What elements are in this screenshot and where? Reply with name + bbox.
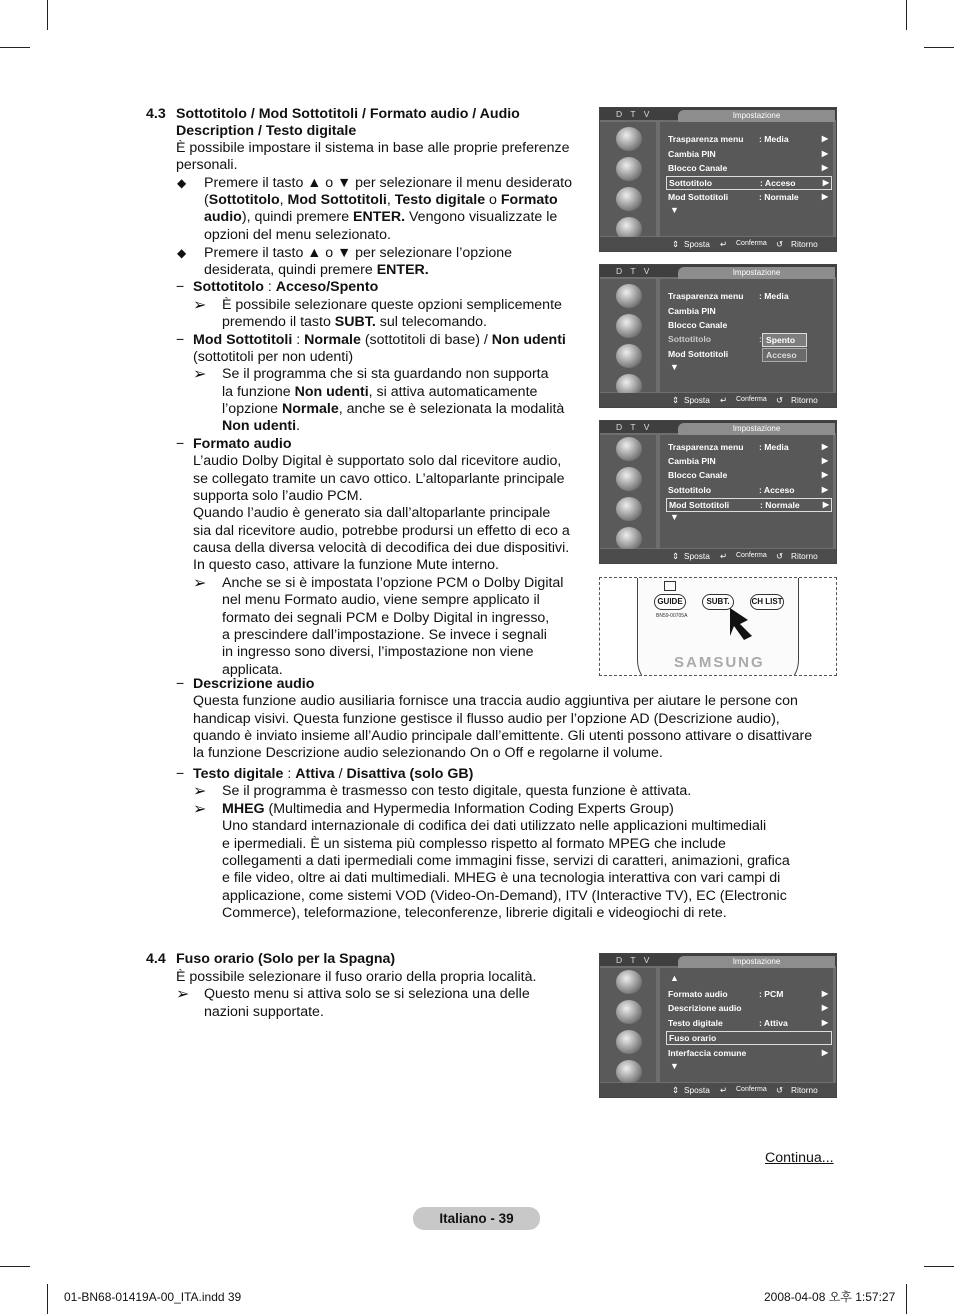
note-icon: ➢ [193,297,207,314]
setup-icon[interactable] [616,1060,642,1084]
enter-icon: ↵ [720,239,727,249]
note-text: È possibile selezionare queste opzioni semplicemente [222,297,562,313]
osd-row[interactable]: Sottotitolo : Acceso ▶ [668,485,828,495]
page-number-badge: Italiano - 39 [413,1207,540,1230]
item-heading: Mod Sottotitoli : Normale (sottotitoli di base) / Non udenti [193,332,566,348]
note-text: e ipermediali. È un sistema più complesso rispetto al formato MPEG che include [222,836,726,852]
crop-mark [924,47,954,48]
intro-text: È possibile impostare il sistema in base alle proprie preferenze [176,140,570,156]
osd-row[interactable]: Cambia PIN ▶ [668,456,828,466]
item-text: quando è inviato insieme all’Audio principale dall’emittente. Gli utenti possono attivare o disattivare [193,728,813,744]
osd-row[interactable]: Testo digitale : Attiva ▶ [668,1018,828,1028]
crop-mark [0,47,30,48]
osd-row[interactable]: Interfaccia comune ▶ [668,1048,828,1058]
dash-icon: − [176,766,185,782]
sound-icon[interactable] [616,1000,642,1024]
guide-button[interactable]: GUIDE [654,594,686,610]
item-text: L’audio Dolby Digital è supportato solo dal ricevitore audio, [193,453,562,469]
osd-row[interactable]: Blocco Canale ▶ [668,163,828,173]
note-text: nel menu Formato audio, viene sempre applicato il [222,592,540,608]
item-heading: Sottotitolo : Acceso/Spento [193,279,379,295]
note-text: la funzione Non udenti, si attiva automaticamente [222,384,538,400]
return-icon: ↺ [776,395,783,405]
note-text: Anche se si è impostata l’opzione PCM o Dolby Digital [222,575,564,591]
picture-icon[interactable] [616,970,642,994]
move-icon: ⇕ [672,395,679,405]
note-text: in ingresso sono diversi, l’impostazione non viene [222,644,534,660]
file-info: 01-BN68-01419A-00_ITA.indd 39 [64,1290,242,1304]
bullet-text: Premere il tasto ▲ o ▼ per selezionare l’opzione [204,245,513,261]
bullet-text: (Sottotitolo, Mod Sottotitoli, Testo digitale o Formato [204,192,558,208]
osd-title: Impostazione [678,423,835,435]
osd-row[interactable]: Descrizione audio ▶ [668,1003,828,1013]
bullet-text: audio), quindi premere ENTER. Vengono visualizzate le [204,209,558,225]
sound-icon[interactable] [616,157,642,181]
down-arrow-icon: ▼ [670,205,679,215]
sound-icon[interactable] [616,314,642,338]
down-arrow-icon: ▼ [670,1061,679,1071]
down-arrow-icon: ▼ [670,362,679,372]
osd-footer: ⇕ Sposta ↵ Conferma ↺ Ritorno [600,393,836,407]
section-heading: Fuso orario (Solo per la Spagna) [176,951,396,967]
setup-icon[interactable] [616,527,642,551]
note-text: Se il programma è trasmesso con testo digitale, questa funzione è attivata. [222,783,692,799]
note-text: a prescindere dall’impostazione. Se invece i segnali [222,627,547,643]
item-text: se collegato tramite un cavo ottico. L’altoparlante principale [193,471,565,487]
osd-dtv-label: D T V [616,109,653,119]
enter-icon: ↵ [720,551,727,561]
crop-mark [906,0,907,30]
osd-menu-subtitle-mode [599,420,837,564]
osd-row[interactable]: Trasparenza menu : Media [668,291,789,301]
osd-row-selected[interactable]: Mod Sottotitoli : Normale ▶ [666,498,832,512]
section-number: 4.4 [146,951,166,967]
note-icon: ➢ [193,575,207,592]
osd-row[interactable]: Blocco Canale ▶ [668,470,828,480]
picture-icon[interactable] [616,437,642,461]
return-icon: ↺ [776,1085,783,1095]
print-date: 2008-04-08 오후 1:57:27 [764,1290,896,1304]
osd-row[interactable]: Mod Sottotitoli : Normale ▶ [668,192,828,202]
note-text: applicata. [222,662,283,678]
section-heading: Sottotitolo / Mod Sottotitoli / Formato audio / Audio [176,106,520,122]
osd-title: Impostazione [678,956,835,968]
osd-footer: ⇕ Sposta ↵ Conferma ↺ Ritorno [600,1083,836,1097]
note-text: l’opzione Normale, anche se è selezionata la modalità [222,401,565,417]
item-text: Quando l’audio è generato sia dall’altoparlante principale [193,505,551,521]
bullet-text: desiderata, quindi premere ENTER. [204,262,429,278]
osd-footer: ⇕ Sposta ↵ Conferma ↺ Ritorno [600,549,836,563]
note-icon: ➢ [193,801,207,818]
intro-text: È possibile selezionare il fuso orario della propria località. [176,969,537,985]
osd-menu-timezone [599,953,837,1098]
osd-menu-subtitle-popup [599,264,837,408]
return-icon: ↺ [776,551,783,561]
remote-code: BN59-00705A [656,613,688,619]
item-heading: Formato audio [193,436,292,452]
channel-icon[interactable] [616,1030,642,1054]
osd-row[interactable]: Mod Sottotitoli [668,349,729,359]
bullet-icon: ◆ [177,246,187,260]
continue-link[interactable]: Continua... [765,1150,834,1166]
intro-text: personali. [176,157,238,173]
osd-row[interactable]: Cambia PIN [668,306,716,316]
crop-mark [47,1284,48,1314]
bullet-text: opzioni del menu selezionato. [204,227,391,243]
enter-icon: ↵ [720,395,727,405]
popup-option-selected[interactable]: Spento [762,333,807,347]
osd-row[interactable]: Trasparenza menu : Media ▶ [668,134,828,144]
item-text: sia dal ricevitore audio, potrebbe prodursi un effetto di eco a [193,523,570,539]
move-icon: ⇕ [672,1085,679,1095]
osd-row[interactable]: Sottotitolo : [668,334,762,344]
note-text: e file video, oltre ai dati multimediali. MHEG è una tecnologia interattiva con vari campi di [222,870,781,886]
osd-title: Impostazione [678,267,835,279]
note-text: Questo menu si attiva solo se si seleziona una delle [204,986,530,1002]
osd-title: Impostazione [678,110,835,122]
osd-row[interactable]: Cambia PIN ▶ [668,149,828,159]
bullet-icon: ◆ [177,176,187,190]
remote-body [637,577,799,676]
up-arrow-icon: ▲ [670,973,679,983]
dash-icon: − [176,332,185,348]
note-text: Se il programma che si sta guardando non supporta [222,366,549,382]
note-text: Commerce), teleformazione, teleconferenze, librerie digitali e videogiochi di rete. [222,905,727,921]
chlist-button[interactable]: CH LIST [750,594,784,610]
crop-mark [47,0,48,30]
note-text: premendo il tasto SUBT. sul telecomando. [222,314,487,330]
item-text: Questa funzione audio ausiliaria fornisce una traccia audio aggiuntiva per aiutare le persone con [193,693,798,709]
popup-option[interactable]: Acceso [762,348,807,362]
channel-icon[interactable] [616,187,642,211]
item-text: In questo caso, attivare la funzione Mute interno. [193,557,500,573]
osd-dtv-label: D T V [616,422,653,432]
osd-row[interactable]: Blocco Canale [668,320,728,330]
section-number: 4.3 [146,106,166,122]
osd-row[interactable]: Trasparenza menu : Media ▶ [668,442,828,452]
osd-row-selected[interactable]: Fuso orario [666,1031,832,1045]
note-text: Uno standard internazionale di codifica dei dati utilizzato nelle applicazioni multimediali [222,818,767,834]
item-text: la funzione Descrizione audio selezionando On o Off e regolarne il volume. [193,745,663,761]
osd-row-selected[interactable]: Sottotitolo : Acceso ▶ [666,176,832,190]
channel-icon[interactable] [616,344,642,368]
move-icon: ⇕ [672,239,679,249]
enter-icon: ↵ [720,1085,727,1095]
item-heading: Descrizione audio [193,676,315,692]
pointer-arrow-icon [728,606,768,646]
osd-menu-subtitle [599,107,837,252]
note-text: Non udenti. [222,418,301,434]
item-text: (sottotitoli per non udenti) [193,349,354,365]
crop-mark [924,1266,954,1267]
osd-dtv-label: D T V [616,266,653,276]
note-text: formato dei segnali PCM e Dolby Digital in ingresso, [222,610,550,626]
sound-icon[interactable] [616,467,642,491]
item-text: supporta solo l’audio PCM. [193,488,363,504]
samsung-logo: SAMSUNG [674,654,765,671]
channel-icon[interactable] [616,497,642,521]
note-text: applicazione, come sistemi VOD (Video-On-Demand), ITV (Interactive TV), EC (Electronic [222,888,787,904]
picture-icon[interactable] [616,284,642,308]
item-text: causa della diversa velocità di decodifica dei due dispositivi. [193,540,570,556]
item-heading: Testo digitale : Attiva / Disattiva (solo GB) [193,766,474,782]
crop-mark [0,1266,30,1267]
note-icon: ➢ [176,986,190,1003]
down-arrow-icon: ▼ [670,512,679,522]
section-heading: Description / Testo digitale [176,123,357,139]
note-text: MHEG (Multimedia and Hypermedia Information Coding Experts Group) [222,801,674,817]
move-icon: ⇕ [672,551,679,561]
dash-icon: − [176,436,185,452]
remote-illustration [599,577,837,676]
guide-icon [664,581,676,591]
osd-dtv-label: D T V [616,955,653,965]
osd-footer: ⇕ Sposta ↵ Conferma ↺ Ritorno [600,237,836,251]
note-text: collegamenti a dati ipermediali come immagini fisse, servizi di caratteri, animazioni, grafica [222,853,790,869]
dash-icon: − [176,279,185,295]
return-icon: ↺ [776,239,783,249]
crop-mark [906,1284,907,1314]
note-icon: ➢ [193,783,207,800]
picture-icon[interactable] [616,127,642,151]
note-icon: ➢ [193,366,207,383]
subt-button[interactable]: SUBT. [702,594,734,610]
bullet-text: Premere il tasto ▲ o ▼ per selezionare il menu desiderato [204,175,572,191]
item-text: handicap visivi. Questa funzione gestisce il flusso audio per l’opzione AD (Descrizione audio), [193,711,780,727]
note-text: nazioni supportate. [204,1004,324,1020]
osd-row[interactable]: Formato audio : PCM ▶ [668,989,828,999]
dash-icon: − [176,676,185,692]
